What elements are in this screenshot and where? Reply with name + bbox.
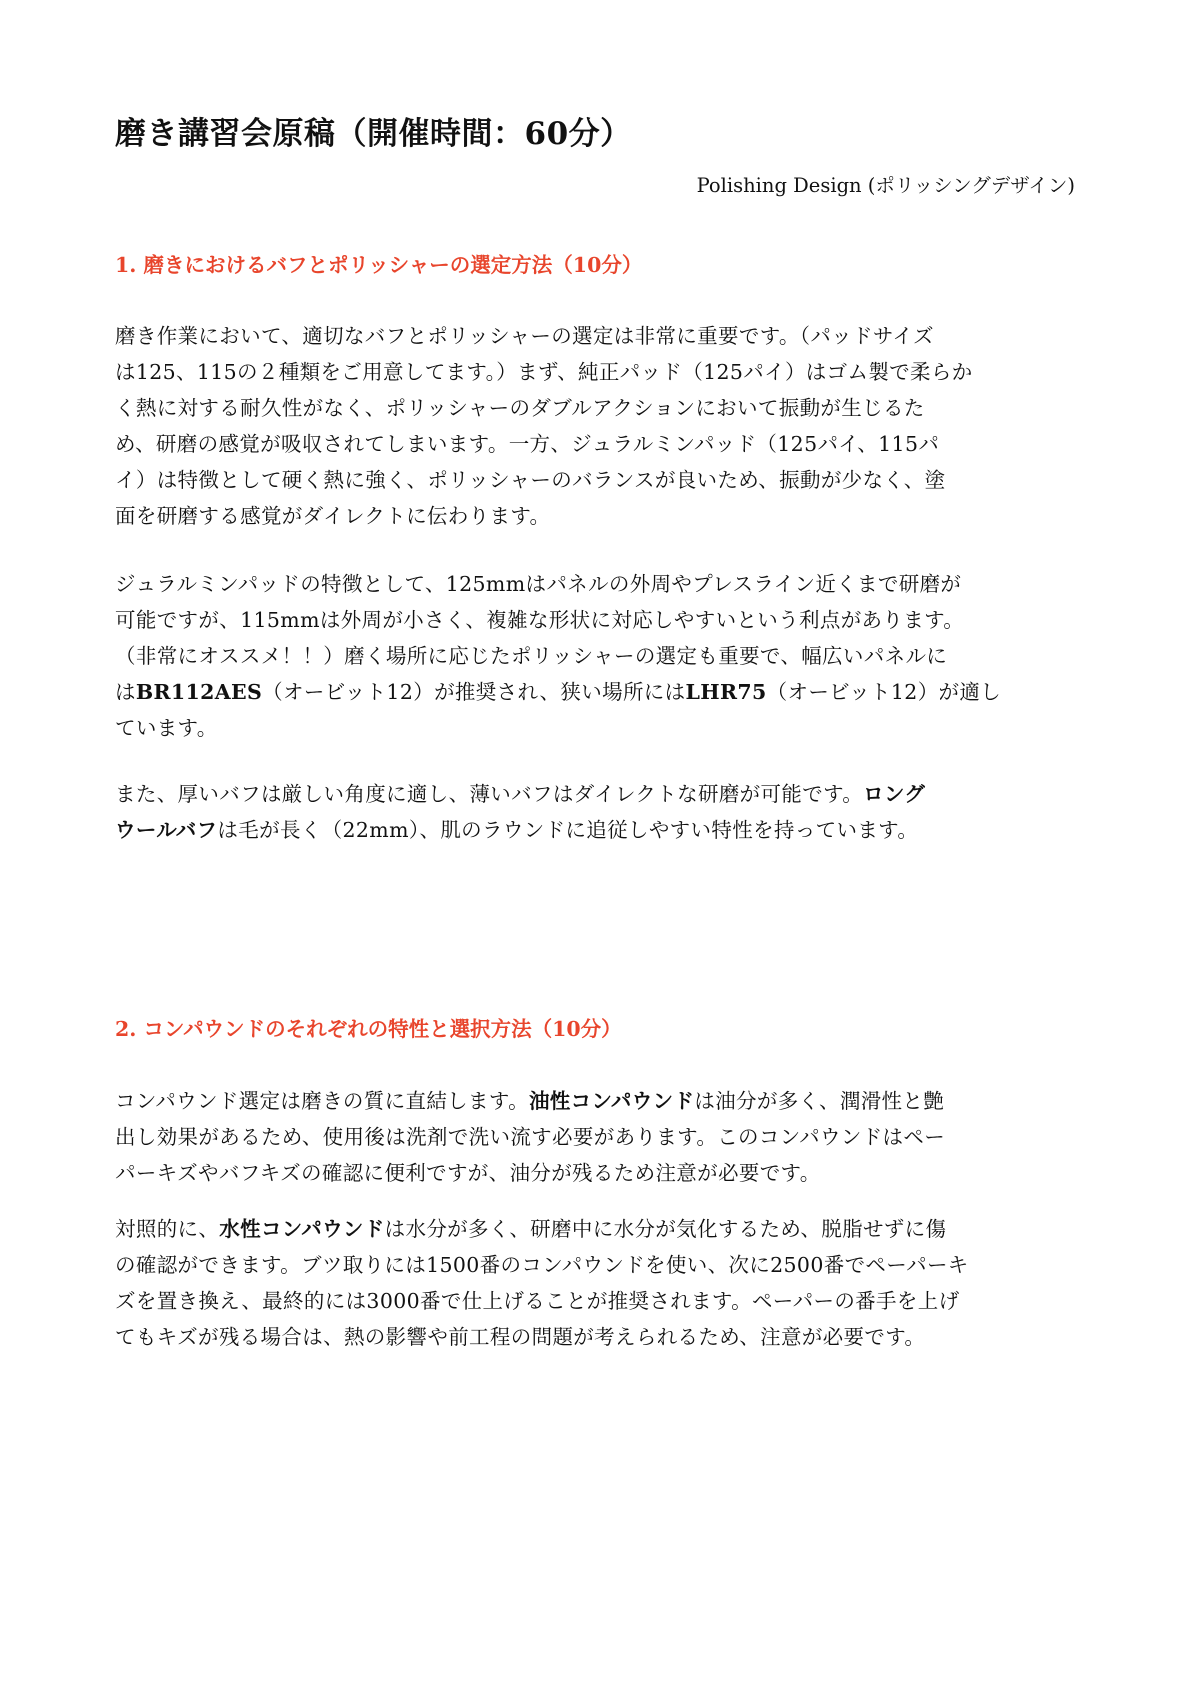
text-run: め、研磨の感覚が吸収されてしまいます。一方、ジュラルミンパッド（125パイ、115パ [115,432,940,456]
text-run: てもキズが残る場合は、熱の影響や前工程の問題が考えられるため、注意が必要です。 [115,1325,926,1349]
text-run: は水分が多く、研磨中に水分が気化するため、脱脂せずに傷 [384,1217,947,1241]
paragraph [115,566,1075,746]
text-run: イ）は特徴として硬く熱に強く、ポリッシャーのバランスが良いため、振動が少なく、塗 [115,468,946,492]
bold-text-run: ウールバフ [115,818,218,842]
section-heading-1: 1. 磨きにおけるバフとポリッシャーの選定方法（10分） [115,253,643,277]
text-line [115,674,1075,710]
text-line [115,566,1075,602]
paragraph [115,1211,1075,1355]
text-line [115,1319,1075,1355]
document-author: Polishing Design (ポリッシングデザイン) [696,174,1075,197]
text-line [115,462,1075,498]
text-line [115,426,1075,462]
text-run: 可能ですが、115mmは外周が小さく、複雑な形状に対応しやすいという利点があります。 [115,608,965,632]
text-run: く熱に対する耐久性がなく、ポリッシャーのダブルアクションにおいて振動が生じるた [115,396,925,420]
text-run: は油分が多く、潤滑性と艶 [694,1089,945,1113]
bold-text-run: 油性コンパウンド [528,1089,695,1113]
text-run: は [115,680,136,704]
text-run: ています。 [115,716,218,740]
text-run: 磨き作業において、適切なバフとポリッシャーの選定は非常に重要です。（パッドサイズ [115,324,934,348]
text-line [115,1083,1075,1119]
text-line [115,776,1075,812]
text-run: コンパウンド選定は磨きの質に直結します。 [115,1089,529,1113]
text-run: 対照的に、 [115,1217,220,1241]
text-line [115,354,1075,390]
text-line [115,638,1075,674]
text-run: は毛が長く（22mm）、肌のラウンドに追従しやすい特性を持っています。 [217,818,919,842]
text-line [115,1211,1075,1247]
bold-text-run: 水性コンパウンド [219,1217,385,1241]
text-line [115,498,1075,534]
text-run: （オービット12）が推奨され、狭い場所には [262,680,686,704]
paragraph [115,776,1075,848]
text-line [115,1247,1075,1283]
text-line [115,390,1075,426]
text-line [115,602,1075,638]
text-run: （非常にオススメ！！）磨く場所に応じたポリッシャーの選定も重要で、幅広いパネルに [115,644,948,668]
paragraph [115,318,1075,534]
section-heading-2: 2. コンパウンドのそれぞれの特性と選択方法（10分） [115,1017,622,1041]
text-line [115,1119,1075,1155]
text-run: （オービット12）が適し [766,680,1002,704]
text-run: また、厚いバフは厳しい角度に適し、薄いバフはダイレクトな研磨が可能です。 [115,782,864,806]
text-run: 出し効果があるため、使用後は洗剤で洗い流す必要があります。このコンパウンドはペー [115,1125,946,1149]
bold-text-run: ロング [863,782,926,806]
text-run: ジュラルミンパッドの特徴として、125mmはパネルの外周やプレスライン近くまで研磨が [115,572,962,596]
text-line [115,318,1075,354]
bold-text-run: LHR75 [685,680,767,704]
document-title: 磨き講習会原稿（開催時間：60分） [115,116,632,152]
paragraph [115,1083,1075,1191]
text-line [115,1155,1075,1191]
text-line [115,710,1075,746]
text-run: パーキズやバフキズの確認に便利ですが、油分が残るため注意が必要です。 [115,1161,821,1185]
bold-text-run: BR112AES [135,680,263,704]
text-run: 面を研磨する感覚がダイレクトに伝わります。 [115,504,551,528]
text-run: は125、115の２種類をご用意してます。）まず、純正パッド（125パイ）はゴム製で柔らか [115,360,973,384]
text-line [115,1283,1075,1319]
text-run: ズを置き換え、最終的には3000番で仕上げることが推奨されます。ペーパーの番手を上げ [115,1289,960,1313]
text-line [115,812,1075,848]
text-run: の確認ができます。ブツ取りには1500番のコンパウンドを使い、次に2500番でペーパーキ [115,1253,969,1277]
